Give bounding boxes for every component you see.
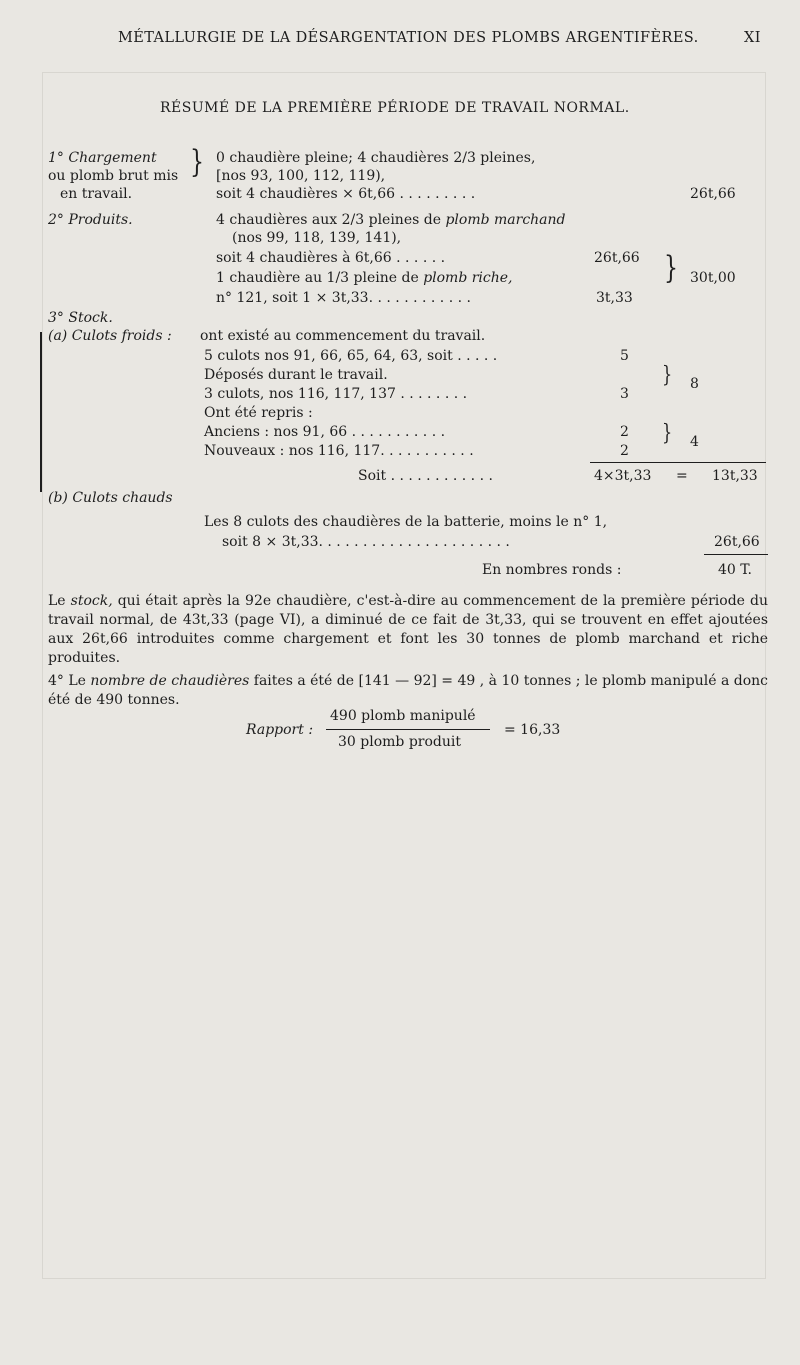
plomb-marchand-term: plomb marchand [445, 212, 566, 228]
stock-line-3: 3 culots, nos 116, 117, 137 . . . . . . . . [204, 386, 468, 402]
produits-line-3: soit 4 chaudières à 6t,66 . . . . . . [216, 250, 446, 266]
chargement-line-1: 0 chaudière pleine; 4 chaudières 2/3 pleines, [216, 150, 536, 166]
culots-chauds-value: 26t,66 [714, 534, 760, 550]
chaudieres-paragraph-term: nombre de chaudières [90, 673, 250, 689]
culots-froids-label: (a) Culots froids : [48, 328, 172, 344]
chargement-label-3: en travail. [60, 186, 133, 202]
rapport-label: Rapport : [246, 722, 314, 738]
stock-line-1-value: 5 [620, 348, 629, 364]
produits-brace: } [664, 251, 678, 287]
rapport-denominator: 30 plomb produit [338, 734, 461, 750]
produits-line-5: n° 121, soit 1 × 3t,33. . . . . . . . . . . . [216, 290, 471, 306]
plomb-riche-term: plomb riche, [423, 270, 513, 286]
stock-label: 3° Stock. [48, 310, 113, 326]
produits-total: 30t,00 [690, 270, 736, 286]
fraction-bar [326, 729, 490, 730]
culots-chauds-label: (b) Culots chauds [48, 490, 173, 506]
round-total-rule [704, 554, 768, 555]
round-total-label: En nombres ronds : [482, 562, 622, 578]
produits-label: 2° Produits. [48, 212, 133, 228]
stock-paragraph [48, 592, 768, 668]
round-total-value: 40 T. [718, 562, 752, 578]
stock-sum-2: 4 [690, 434, 699, 450]
chargement-line-2: [nos 93, 100, 112, 119), [216, 168, 386, 184]
produits-line-5-value: 3t,33 [596, 290, 633, 306]
chargement-label-2: ou plomb brut mis [48, 168, 179, 184]
chargement-brace: } [190, 145, 204, 181]
page-number: XI [744, 30, 761, 46]
stock-sum-1: 8 [690, 376, 699, 392]
chaudieres-paragraph-text: faites a été de [141 — 92] = 49 , à 10 tonnes ; le plomb manipulé a donc été de 490 tonnes. [48, 673, 769, 708]
stock-line-6-value: 2 [620, 443, 629, 459]
chargement-label: 1° Chargement [48, 150, 157, 166]
stock-line-1: 5 culots nos 91, 66, 65, 64, 63, soit . . . . . [204, 348, 498, 364]
stock-line-5-value: 2 [620, 424, 629, 440]
stock-paragraph-pre: Le [48, 593, 71, 609]
stock-line-4: Ont été repris : [204, 405, 313, 421]
running-title: MÉTALLURGIE DE LA DÉSARGENTATION DES PLOMBS ARGENTIFÈRES. [118, 30, 699, 46]
rapport-numerator: 490 plomb manipulé [330, 708, 476, 724]
stock-line-3-value: 3 [620, 386, 629, 402]
produits-line-1-text: 4 chaudières aux 2/3 pleines de [216, 212, 446, 228]
stock-paragraph-term: stock, [70, 593, 113, 609]
stock-soit-expression: 4×3t,33 [594, 468, 652, 484]
section-title: RÉSUMÉ DE LA PREMIÈRE PÉRIODE DE TRAVAIL NORMAL. [160, 100, 630, 116]
produits-line-1 [216, 212, 566, 228]
culots-chauds-line-2: soit 8 × 3t,33. . . . . . . . . . . . . . . . . . . . . . [222, 534, 510, 550]
stock-soit: Soit . . . . . . . . . . . . [358, 468, 493, 484]
stock-line-6: Nouveaux : nos 116, 117. . . . . . . . . . . [204, 443, 474, 459]
stock-soit-equals: = [676, 468, 688, 484]
stock-sum-rule [590, 462, 766, 463]
culots-froids-intro: ont existé au commencement du travail. [200, 328, 486, 344]
produits-line-4 [216, 270, 513, 286]
stock-paragraph-text: qui était après la 92e chaudière, c'est-à-dire au commencement de la première période du travail normal, de 43t,33 (page VI), a diminué de ce fait de 3t,33, qui se trouvent en effet ajoutées aux 26t,66 introduites comme chargement et font les 30 tonnes de plomb marchand et riche produites. [48, 593, 768, 666]
produits-line-4-text: 1 chaudière au 1/3 pleine de [216, 270, 424, 286]
culots-chauds-line-1: Les 8 culots des chaudières de la batterie, moins le n° 1, [204, 514, 608, 530]
chargement-total: 26t,66 [690, 186, 736, 202]
rapport-result: = 16,33 [504, 722, 561, 738]
stock-line-2: Déposés durant le travail. [204, 367, 388, 383]
produits-line-3-value: 26t,66 [594, 250, 640, 266]
produits-line-2: (nos 99, 118, 139, 141), [232, 230, 402, 246]
stock-sum-2-brace: } [662, 419, 673, 446]
chargement-line-3: soit 4 chaudières × 6t,66 . . . . . . . . . [216, 186, 476, 202]
stock-sum-1-brace: } [662, 361, 673, 388]
stock-vertical-bracket [40, 332, 42, 492]
stock-soit-value: 13t,33 [712, 468, 758, 484]
stock-line-5: Anciens : nos 91, 66 . . . . . . . . . . . [204, 424, 446, 440]
chaudieres-paragraph-pre: 4° Le [48, 673, 91, 689]
chaudieres-paragraph [48, 672, 768, 710]
